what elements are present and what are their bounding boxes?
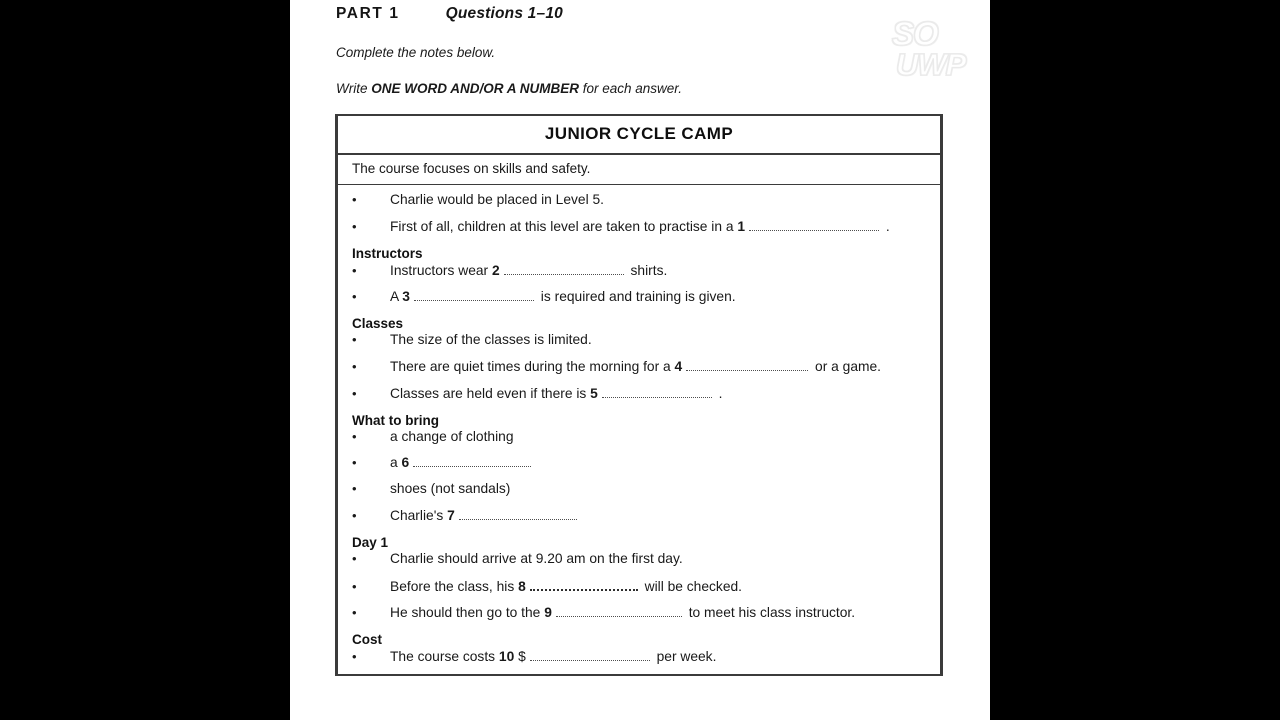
bullet-point-icon: •: [352, 358, 357, 374]
note-text-before: There are quiet times during the morning for a: [390, 358, 675, 374]
note-text-before: A: [390, 289, 403, 305]
watermark-line-2: UWP: [896, 46, 966, 82]
note-bullet-item: [352, 193, 930, 207]
answer-blank[interactable]: [414, 289, 534, 301]
notes-box-title: JUNIOR CYCLE CAMP: [544, 124, 734, 143]
note-text-before: Charlie would be placed in Level 5.: [390, 192, 604, 207]
section-heading: What to bring: [352, 412, 439, 428]
note-bullet-text: [390, 193, 930, 207]
note-bullet-text: [390, 649, 930, 664]
bullet-point-icon: •: [352, 550, 357, 566]
note-bullet-item: [352, 289, 930, 304]
answer-blank[interactable]: [556, 605, 682, 617]
bullet-point-icon: •: [352, 455, 357, 471]
bullet-point-icon: •: [352, 649, 357, 665]
note-bullet-item: [352, 605, 930, 620]
currency-symbol: $: [514, 649, 526, 665]
notes-box: [335, 114, 943, 676]
question-number: 10: [498, 649, 515, 665]
note-bullet-item: [352, 482, 930, 496]
question-number: 3: [402, 289, 410, 305]
note-bullet-item: [352, 508, 930, 523]
note-bullet-text: [390, 359, 930, 374]
answer-blank[interactable]: [459, 508, 577, 520]
instruction-complete-notes: Complete the notes below.: [336, 45, 496, 60]
note-text-after: to meet his class instructor.: [684, 605, 856, 621]
question-number: 5: [590, 385, 598, 401]
note-bullet-text: [390, 386, 930, 401]
note-bullet-item: [352, 430, 930, 444]
note-bullet-text: [390, 430, 930, 444]
section-heading: Cost: [352, 632, 382, 648]
answer-blank[interactable]: [686, 359, 808, 371]
notes-box-subtitle: The course focuses on skills and safety.: [352, 161, 591, 176]
section-heading: Classes: [352, 316, 404, 332]
notes-box-subtitle-row: [338, 155, 940, 185]
note-bullet-text: [390, 605, 930, 620]
note-bullet-item: [352, 649, 930, 664]
part-header: [336, 0, 956, 23]
instruction-suffix: for each answer.: [579, 81, 683, 96]
bullet-point-icon: •: [352, 605, 357, 621]
note-bullet-text: [390, 289, 930, 304]
bullet-point-icon: •: [352, 428, 357, 444]
bullet-point-icon: •: [352, 192, 357, 207]
answer-blank[interactable]: [749, 219, 879, 231]
note-text-after: shirts.: [626, 262, 668, 278]
note-text-after: .: [882, 218, 890, 234]
note-bullet-item: [352, 386, 930, 401]
note-text-before: shoes (not sandals): [390, 481, 511, 497]
bullet-point-icon: •: [352, 507, 357, 523]
note-bullet-item: [352, 455, 930, 470]
bullet-point-icon: •: [352, 332, 357, 348]
note-bullet-item: [352, 552, 930, 566]
note-text-after: will be checked.: [640, 578, 742, 594]
note-bullet-text: [390, 219, 930, 234]
note-bullet-text: [390, 508, 930, 523]
answer-blank[interactable]: [530, 649, 650, 661]
bullet-point-icon: •: [352, 481, 357, 497]
note-text-before: Before the class, his: [390, 578, 519, 594]
question-number: 2: [491, 262, 500, 278]
note-text-before: Charlie's: [390, 507, 448, 523]
exam-instructions: [336, 0, 956, 96]
note-text-after: per week.: [652, 649, 717, 665]
note-bullet-item: [352, 333, 930, 347]
note-text-after: .: [714, 385, 723, 401]
note-text-before: a: [390, 455, 402, 471]
note-bullet-text: [390, 263, 930, 278]
question-number: 7: [447, 507, 455, 523]
note-text-before: First of all, children at this level are taken to practise in a: [390, 218, 738, 234]
note-text-before: The size of the classes is limited.: [390, 332, 592, 348]
note-bullet-text: [390, 482, 930, 496]
instruction-prefix: Write: [336, 81, 372, 96]
answer-blank[interactable]: [504, 263, 624, 275]
notes-box-title-row: [338, 116, 940, 155]
note-bullet-item: [352, 578, 930, 594]
watermark-line-1: SO: [892, 15, 938, 52]
answer-blank[interactable]: [530, 578, 638, 591]
note-text-before: He should then go to the: [390, 605, 545, 621]
notes-box-body: [338, 185, 940, 674]
note-bullet-item: [352, 359, 930, 374]
bullet-point-icon: •: [352, 385, 357, 401]
note-text-before: The course costs: [390, 649, 499, 665]
section-heading: Instructors: [352, 245, 423, 261]
instruction-emphasis: ONE WORD AND/OR A NUMBER: [371, 81, 579, 96]
bullet-point-icon: •: [352, 289, 357, 305]
note-bullet-item: [352, 219, 930, 234]
note-bullet-text: [390, 333, 930, 347]
note-text-after: is required and training is given.: [536, 289, 736, 305]
bullet-point-icon: •: [352, 262, 357, 278]
question-number: 4: [674, 358, 683, 374]
document-page: [290, 0, 990, 720]
question-number: 9: [544, 605, 552, 621]
note-bullet-text: [390, 455, 930, 470]
note-text-before: a change of clothing: [390, 428, 514, 444]
bullet-point-icon: •: [352, 218, 357, 234]
note-bullet-item: [352, 263, 930, 278]
question-number: 6: [401, 455, 410, 471]
questions-range-label: Questions 1–10: [445, 5, 563, 22]
instruction-write-answer: [336, 81, 956, 96]
question-number: 1: [737, 218, 746, 234]
note-bullet-text: [390, 552, 930, 566]
question-number: 8: [518, 578, 526, 594]
note-text-after: or a game.: [811, 358, 881, 374]
note-text-before: Classes are held even if there is: [390, 385, 591, 401]
bullet-point-icon: •: [352, 578, 357, 594]
answer-blank[interactable]: [602, 386, 712, 398]
part-label: PART 1: [336, 5, 400, 22]
note-text-before: Charlie should arrive at 9.20 am on the first day.: [390, 550, 683, 566]
answer-blank[interactable]: [413, 455, 531, 467]
section-heading: Day 1: [352, 534, 389, 550]
note-text-before: Instructors wear: [390, 262, 492, 278]
note-bullet-text: [390, 578, 930, 594]
